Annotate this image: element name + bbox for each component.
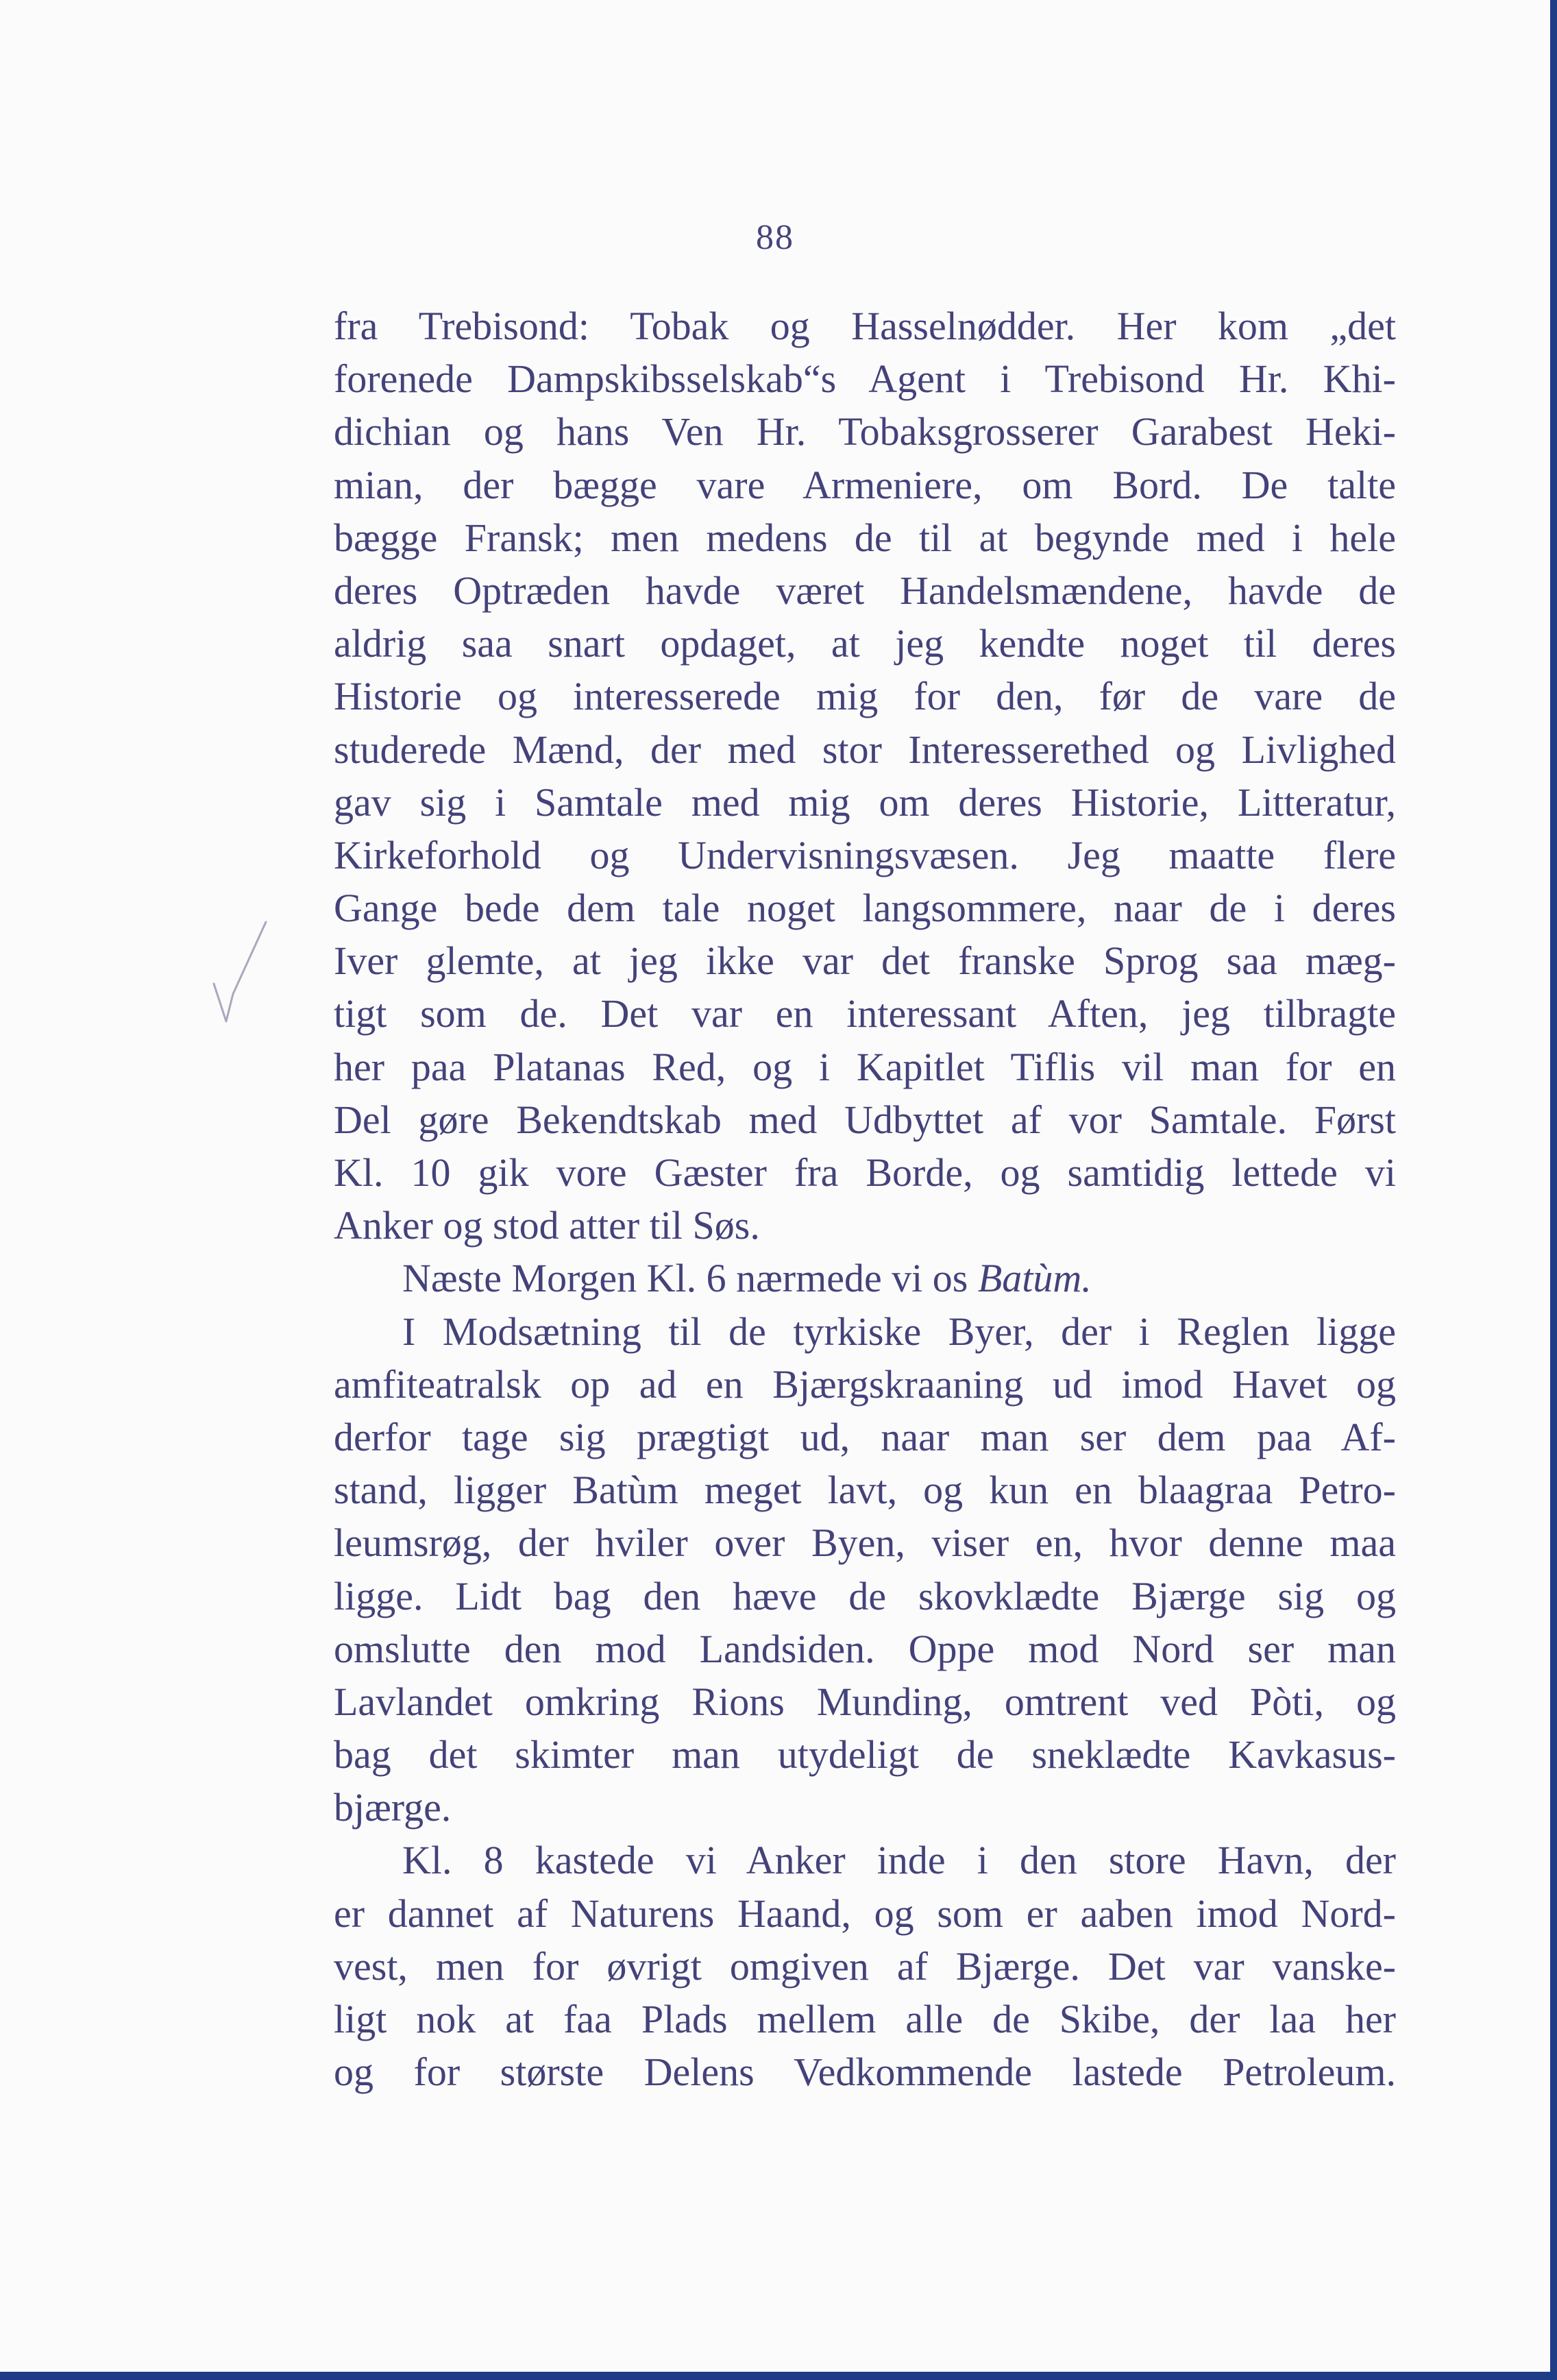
text-line: Kl. 8 kastede vi Anker inde i den store Havn, der [402, 1838, 1396, 1883]
text-line: Gange bede dem tale noget langsommere, naar de i deres [334, 886, 1396, 931]
body-text [334, 300, 1396, 2098]
text-line: Historie og interesserede mig for den, før de vare de [334, 674, 1396, 719]
text-line: Iver glemte, at jeg ikke var det franske Sprog saa mæg- [334, 938, 1396, 984]
text-line: studerede Mænd, der med stor Interesserethed og Livlighed [334, 727, 1396, 772]
text-line: her paa Platanas Red, og i Kapitlet Tiflis vil man for en [334, 1044, 1396, 1089]
text-line: dichian og hans Ven Hr. Tobaksgrosserer Garabest Heki- [334, 409, 1396, 454]
text-line: Kl. 10 gik vore Gæster fra Borde, og samtidig lettede vi [334, 1150, 1396, 1195]
text-line: mian, der bægge vare Armeniere, om Bord. De talte [334, 462, 1396, 507]
text-line: Kirkeforhold og Undervisningsvæsen. Jeg maatte flere [334, 832, 1396, 877]
text-line: tigt som de. Det var en interessant Aften, jeg tilbragte [334, 991, 1396, 1036]
text-line: omslutte den mod Landsiden. Oppe mod Nord ser man [334, 1626, 1396, 1671]
text-line: stand, ligger Batùm meget lavt, og kun en blaagraa Petro- [334, 1468, 1396, 1513]
text-line: derfor tage sig prægtigt ud, naar man ser dem paa Af- [334, 1414, 1396, 1459]
text-line: er dannet af Naturens Haand, og som er aaben imod Nord- [334, 1891, 1396, 1936]
text-line: bjærge. [334, 1785, 452, 1830]
text-line: leumsrøg, der hviler over Byen, viser en, hvor denne maa [334, 1520, 1396, 1566]
text-line: ligge. Lidt bag den hæve de skovklædte Bjærge sig og [334, 1573, 1396, 1618]
text-line: fra Trebisond: Tobak og Hasselnødder. Her kom „det [334, 304, 1396, 348]
text-line: Anker og stod atter til Søs. [334, 1203, 760, 1248]
text-run: Næste Morgen Kl. 6 nærmede vi os [402, 1256, 978, 1301]
text-line: I Modsætning til de tyrkiske Byer, der i Reglen ligge [402, 1309, 1396, 1354]
text-line: bag det skimter man utydeligt de sneklædte Kavkasus- [334, 1732, 1396, 1777]
text-line: amfiteatralsk op ad en Bjærgskraaning ud imod Havet og [334, 1361, 1396, 1407]
text-line: bægge Fransk; men medens de til at begynde med i hele [334, 515, 1396, 560]
text-line: ligt nok at faa Plads mellem alle de Skibe, der laa her [334, 1997, 1396, 2041]
text-line: gav sig i Samtale med mig om deres Historie, Litteratur, [334, 779, 1396, 825]
text-line: vest, men for øvrigt omgiven af Bjærge. Det var vanske- [334, 1943, 1396, 1989]
text-line: og for største Delens Vedkommende lastede Petroleum. [334, 2050, 1396, 2095]
text-line: forenede Dampskibsselskab“s Agent i Trebisond Hr. Khi- [334, 356, 1396, 402]
text-line: Del gøre Bekendtskab med Udbyttet af vor Samtale. Først [334, 1097, 1396, 1142]
text-line: aldrig saa snart opdaget, at jeg kendte noget til deres [334, 621, 1396, 666]
text-line: Lavlandet omkring Rions Munding, omtrent ved Pòti, og [334, 1679, 1396, 1724]
text-line-batum [334, 1252, 1396, 1304]
pencil-checkmark-icon [206, 919, 274, 1056]
page-number: 88 [756, 218, 794, 257]
text-line: deres Optræden havde været Handelsmændene, havde de [334, 568, 1396, 613]
place-name-italic: Batùm. [977, 1256, 1092, 1301]
